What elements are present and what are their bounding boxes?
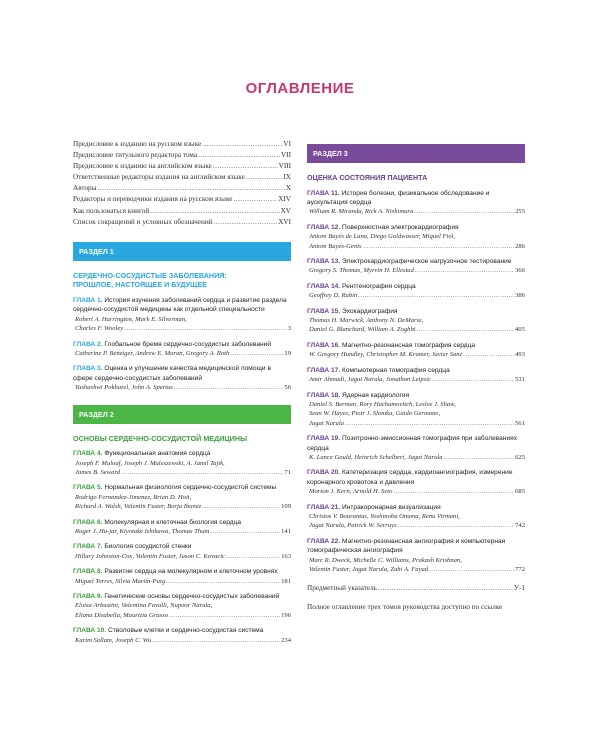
front-matter-item[interactable]	[73, 139, 291, 150]
chapter-authors-last	[307, 419, 525, 428]
chapter-authors: Christos V. Bourantas, Yoshinobu Onuma, Renu Virmani,	[309, 512, 460, 520]
chapter-authors-last	[73, 611, 291, 620]
leader-dots	[121, 468, 283, 477]
chapter-authors: Antoni Bayés-Genis	[309, 242, 362, 250]
chapter-authors-last	[73, 552, 291, 561]
chapter-title: Магнитно-резонансная ангиография и компьютерная томографическая ангиография	[307, 537, 506, 555]
chapter-authors-last	[73, 577, 291, 586]
chapter-page: 405	[515, 326, 525, 334]
chapter-number: ГЛАВА 13.	[307, 258, 341, 266]
chapter-entry[interactable]	[307, 434, 525, 462]
chapter-authors: Amir Ahmadi, Jagat Narula, Jonathon Leipsic	[309, 376, 432, 384]
chapter-number: ГЛАВА 16.	[307, 341, 341, 349]
chapter-number: ГЛАВА 15.	[307, 307, 341, 315]
leader-dots	[417, 325, 515, 334]
section-2	[73, 405, 291, 646]
chapter-entry[interactable]	[73, 364, 291, 392]
front-matter-page: VIII	[278, 162, 291, 171]
chapter-page: 493	[515, 351, 525, 359]
chapter-authors: Richard A. Walsh, Valentin Fuster, Borja Ibanez	[75, 503, 202, 511]
chapter-title-line	[307, 223, 525, 232]
chapter-entry[interactable]	[307, 391, 525, 429]
leader-dots	[124, 324, 287, 333]
chapter-authors: Morton J. Kern, Arnold H. Seto	[309, 488, 393, 496]
chapter-title: Биология сосудистой стенки	[104, 543, 192, 551]
leader-dots	[463, 350, 514, 359]
leader-dots	[233, 194, 277, 205]
chapter-title-line	[307, 434, 525, 453]
chapter-authors: Thomas H. Marwick, Anthony N. DeMaria,	[309, 317, 424, 325]
chapter-entry[interactable]	[73, 483, 291, 511]
chapter-title-line	[307, 307, 525, 316]
toc-right-column	[307, 144, 525, 612]
chapter-page: 163	[281, 552, 291, 560]
chapter-number: ГЛАВА 9.	[73, 593, 103, 601]
chapter-entry[interactable]	[307, 189, 525, 217]
leader-dots	[202, 139, 282, 150]
leader-dots	[363, 242, 515, 251]
chapter-title-line	[73, 518, 291, 527]
leader-dots	[150, 206, 279, 217]
chapter-page: 19	[284, 349, 291, 357]
subject-index-label: Предметный указатель	[307, 584, 377, 593]
chapter-number: ГЛАВА 18.	[307, 391, 341, 399]
front-matter-label: Ответственные редакторы издания на английском языке	[73, 173, 245, 182]
chapter-authors: Hillary Johnston-Cox, Valentin Fuster, Jason C. Kovacic	[75, 552, 225, 560]
front-matter-label: Как пользоваться книгой	[73, 206, 150, 215]
chapter-title-line	[307, 189, 525, 208]
chapter-title-line	[73, 567, 291, 576]
chapter-authors-last	[307, 242, 525, 251]
chapter-page: 181	[281, 577, 291, 585]
chapter-entry[interactable]	[73, 567, 291, 586]
chapter-number: ГЛАВА 3.	[73, 365, 103, 373]
front-matter-page: XIV	[278, 195, 291, 204]
chapter-authors-last	[307, 266, 525, 275]
section-heading-line: ОСНОВЫ СЕРДЕЧНО-СОСУДИСТОЙ МЕДИЦИНЫ	[73, 433, 248, 443]
subject-index-page: У-1	[513, 584, 525, 593]
front-matter-item[interactable]	[73, 183, 291, 194]
chapter-title: Глобальное бремя сердечно-сосудистых заболеваний	[104, 340, 272, 348]
chapter-number: ГЛАВА 12.	[307, 223, 341, 231]
chapter-entry[interactable]	[73, 626, 291, 645]
leader-dots	[398, 521, 514, 530]
chapter-title: Интракоронарная визуализация	[342, 503, 441, 511]
chapter-entry[interactable]	[73, 449, 291, 477]
section-heading	[73, 434, 291, 444]
chapter-title-line	[73, 483, 291, 492]
chapter-title-line	[307, 282, 525, 291]
leader-dots	[429, 565, 514, 574]
chapter-authors: Karim Sallam, Joseph C. Wu	[75, 636, 152, 644]
chapter-authors-last	[307, 453, 525, 462]
section-header-bar: РАЗДЕЛ 2	[73, 405, 291, 424]
leader-dots	[97, 183, 284, 194]
leader-dots	[378, 583, 513, 594]
section-heading	[73, 271, 291, 290]
front-matter-item[interactable]	[73, 206, 291, 217]
chapter-title-line	[307, 341, 525, 350]
front-matter-label: Редакторы и переводчики издания на русском языке	[73, 195, 233, 204]
chapter-authors-last	[73, 383, 291, 392]
leader-dots	[246, 172, 283, 183]
front-matter-label: Предисловие к изданию на английском языке	[73, 162, 212, 171]
chapter-entry[interactable]	[73, 296, 291, 334]
front-matter-list	[73, 139, 291, 228]
section-header-bar: РАЗДЕЛ 1	[73, 242, 291, 261]
front-matter-page: VII	[281, 151, 291, 160]
chapter-authors: Joseph F. Malouf, Joseph J. Maleszewski, A. Jamil Tajik,	[75, 459, 225, 467]
front-matter-item[interactable]	[73, 194, 291, 205]
leader-dots	[226, 552, 280, 561]
chapter-authors-last	[73, 502, 291, 511]
chapter-title: Развитие сердца на молекулярном и клеточном уровнях	[104, 568, 278, 576]
chapter-title: История болезни, физикальное обследование и аускультация сердца	[307, 189, 490, 206]
chapter-title: Магнитно-резонансная томография сердца	[342, 341, 476, 349]
chapter-title-line	[307, 366, 525, 375]
chapter-authors: Rodrigo Fernandez-Jimenez, Brian D. Hoit,	[75, 493, 192, 501]
chapter-title-line	[73, 542, 291, 551]
chapter-number: ГЛАВА 8.	[73, 568, 103, 576]
chapter-authors: Miguel Torres, Silvia Martín-Puig	[75, 577, 165, 585]
chapter-number: ГЛАВА 19.	[307, 435, 341, 443]
chapter-entry[interactable]	[307, 537, 525, 575]
section-1	[73, 242, 291, 393]
chapter-page: 286	[515, 242, 525, 250]
chapter-entry[interactable]	[307, 223, 525, 251]
chapter-title: Молекулярная и клеточная биология сердца	[104, 518, 242, 526]
leader-dots	[432, 375, 514, 384]
chapter-authors: Jagat Narula	[309, 419, 344, 427]
chapter-authors: Eloisa Arbustini, Valentina Favalli, Nupoor Narula,	[75, 602, 213, 610]
leader-dots	[174, 383, 283, 392]
chapter-page: 531	[515, 376, 525, 384]
chapter-title-line	[73, 626, 291, 635]
toc-left-column	[73, 139, 291, 645]
chapter-authors-last	[307, 565, 525, 574]
chapter-entry[interactable]	[307, 366, 525, 385]
chapter-entry[interactable]	[307, 503, 525, 531]
leader-dots	[198, 150, 280, 161]
chapter-authors-last	[307, 375, 525, 384]
section-heading-line: СЕРДЕЧНО-СОСУДИСТЫЕ ЗАБОЛЕВАНИЯ:	[73, 270, 227, 280]
chapter-title: Поверхностная электрокардиография	[342, 223, 459, 231]
leader-dots	[214, 217, 278, 228]
chapter-title-line	[307, 503, 525, 512]
chapter-authors-last	[73, 349, 291, 358]
page-title: ОГЛАВЛЕНИЕ	[245, 80, 355, 97]
chapter-page: 109	[281, 503, 291, 511]
chapter-authors-last	[307, 291, 525, 300]
chapter-number: ГЛАВА 4.	[73, 450, 103, 458]
chapter-authors-last	[73, 468, 291, 477]
front-matter-page: VI	[283, 140, 291, 148]
chapter-authors: Sean W. Hayes, Piotr J. Slomka, Guido Germano,	[309, 410, 441, 418]
leader-dots	[444, 453, 515, 462]
chapter-title: Стволовые клетки и сердечно-сосудистая система	[108, 627, 264, 635]
chapter-page: 196	[281, 611, 291, 619]
chapter-number: ГЛАВА 1.	[73, 296, 103, 304]
section-heading-line: ПРОШЛОЕ, НАСТОЯЩЕЕ И БУДУЩЕЕ	[73, 280, 207, 290]
chapter-authors: Jagat Narula, Patrick W. Serruys	[309, 522, 397, 530]
chapter-authors: Daniel G. Blanchard, William A. Zoghbi	[309, 326, 416, 334]
chapter-number: ГЛАВА 5.	[73, 484, 103, 492]
front-matter-label: Предисловие титульного редактора тома	[73, 151, 198, 160]
chapter-title: Генетические основы сердечно-сосудистых заболеваний	[104, 593, 280, 601]
chapter-title: Рентгенография сердца	[342, 282, 416, 290]
chapter-entry[interactable]	[307, 282, 525, 301]
chapter-number: ГЛАВА 20.	[307, 469, 341, 477]
chapter-title: Электрокардиографическое нагрузочное тестирование	[342, 258, 512, 266]
chapter-number: ГЛАВА 10.	[73, 627, 107, 635]
full-contents-note: Полное оглавление трех томов руководства доступно по ссылке	[307, 602, 503, 611]
chapter-page: 56	[284, 384, 291, 392]
chapter-title: Нормальная физиология сердечно-сосудистой системы	[104, 484, 277, 492]
chapter-page: 772	[515, 566, 525, 573]
chapter-page: 255	[515, 208, 525, 216]
chapter-number: ГЛАВА 6.	[73, 518, 103, 526]
chapter-authors: Robert A. Harrington, Mark E. Silverman,	[75, 315, 187, 323]
chapter-entry[interactable]	[73, 592, 291, 620]
chapter-authors: Daniel S. Berman, Rory Hachamovitch, Leslee J. Shaw,	[309, 400, 456, 408]
chapter-authors: Charles F. Wooley	[75, 325, 124, 333]
front-matter-item[interactable]	[73, 217, 291, 228]
leader-dots	[213, 161, 278, 172]
chapter-entry[interactable]	[307, 341, 525, 360]
section-heading	[307, 173, 525, 183]
chapter-entry[interactable]	[73, 340, 291, 359]
chapter-authors-last	[73, 324, 291, 333]
chapter-authors: K. Lance Gould, Heinrich Schelbert, Jagat Narula	[309, 453, 443, 461]
chapter-title-line	[307, 391, 525, 400]
chapter-entry[interactable]	[73, 518, 291, 537]
leader-dots	[415, 266, 514, 275]
chapter-authors: James B. Seward	[75, 469, 120, 476]
front-matter-label: Список сокращений и условных обозначений	[73, 217, 213, 226]
chapter-authors: Gregory S. Thomas, Myrvin H. Ellestad	[309, 267, 414, 275]
chapter-title: Оценка и улучшение качества медицинской помощи в сфере сердечно-сосудистых заболеваний	[73, 365, 271, 382]
chapter-title: Компьютерная томография сердца	[342, 366, 450, 374]
front-matter-page: XV	[280, 206, 291, 215]
chapter-number: ГЛАВА 11.	[307, 189, 340, 197]
chapter-page: 625	[515, 453, 525, 461]
front-matter-item[interactable]	[73, 172, 291, 183]
chapter-authors: Yashashwi Pokharel, John A. Spertus	[75, 384, 173, 392]
chapter-authors: Valentin Fuster, Jagat Narula, Zahi A. Fayad	[309, 566, 429, 573]
chapter-authors-last	[307, 325, 525, 334]
chapter-page: 685	[515, 488, 525, 496]
front-matter-item[interactable]	[73, 161, 291, 172]
chapter-entry[interactable]	[73, 542, 291, 561]
chapter-page: 366	[515, 267, 525, 275]
front-matter-page: XVI	[278, 217, 291, 226]
chapter-authors-last	[73, 527, 291, 536]
chapter-title: История изучения заболеваний сердца и развитие раздела сердечно-сосудистой медицины как отдельной специальности	[73, 296, 287, 314]
subject-index-entry[interactable]	[307, 583, 525, 594]
chapter-authors-last	[73, 636, 291, 645]
leader-dots	[345, 419, 514, 428]
chapter-page: 234	[281, 636, 291, 644]
chapter-page: 141	[281, 528, 291, 536]
leader-dots	[152, 636, 280, 645]
chapter-title: Эхокардиография	[342, 307, 398, 315]
leader-dots	[230, 349, 283, 358]
chapter-title: Позитронно-эмиссионная томография при заболеваниях сердца	[307, 435, 518, 452]
chapter-authors-last	[307, 521, 525, 530]
chapter-number: ГЛАВА 17.	[307, 366, 341, 374]
chapter-authors: Eliana Disabella, Maurizia Grasso	[75, 611, 169, 619]
section-header-bar: РАЗДЕЛ 3	[307, 144, 525, 163]
chapter-number: ГЛАВА 22.	[307, 537, 341, 545]
chapter-page: 561	[515, 419, 525, 427]
chapter-title-line	[73, 449, 291, 458]
chapter-page: 3	[287, 325, 291, 333]
chapter-page: 386	[515, 292, 525, 300]
chapter-authors: W. Gregory Hundley, Christopher M. Kramer, Javier Sanz	[309, 351, 463, 359]
front-matter-label: Авторы	[73, 184, 97, 193]
chapter-authors: Catherine P. Benziger, Andrew E. Moran, Gregory A. Roth	[75, 349, 230, 357]
chapter-title-line	[73, 592, 291, 601]
chapter-page: 71	[284, 469, 291, 476]
chapter-title-line	[307, 537, 525, 556]
chapter-number: ГЛАВА 7.	[73, 543, 103, 551]
chapter-entry[interactable]	[307, 307, 525, 335]
chapter-number: ГЛАВА 14.	[307, 282, 341, 290]
chapter-entry[interactable]	[307, 468, 525, 496]
leader-dots	[358, 291, 514, 300]
front-matter-item[interactable]	[73, 150, 291, 161]
front-matter-label: Предисловие к изданию на русском языке	[73, 140, 202, 148]
leader-dots	[393, 487, 514, 496]
chapter-entry[interactable]	[307, 257, 525, 276]
leader-dots	[166, 577, 280, 586]
chapter-authors-last	[307, 487, 525, 496]
section-heading-line: ОЦЕНКА СОСТОЯНИЯ ПАЦИЕНТА	[307, 173, 428, 182]
section-3	[307, 144, 525, 574]
front-matter-page: X	[285, 184, 291, 193]
chapter-title: Ядерная кардиология	[342, 391, 410, 399]
chapter-authors: Roger J. Hu-jar, Kiyotake Ishikawa, Thomas Thum	[75, 528, 210, 536]
chapter-title: Функциональная анатомия сердца	[104, 450, 211, 458]
chapter-title-line	[73, 364, 291, 383]
chapter-title-line	[73, 340, 291, 349]
chapter-number: ГЛАВА 21.	[307, 503, 341, 511]
leader-dots	[210, 527, 280, 536]
chapter-title: Катетеризация сердца, кардиоангиография, измерение коронарного кровотока и давления	[307, 469, 513, 486]
chapter-page: 742	[515, 522, 525, 530]
chapter-title-line	[307, 257, 525, 266]
front-matter-page: IX	[283, 173, 291, 182]
chapter-authors: William R. Miranda, Rick A. Nishimura	[309, 208, 414, 216]
chapter-number: ГЛАВА 2.	[73, 340, 103, 348]
leader-dots	[169, 611, 280, 620]
leader-dots	[414, 207, 514, 216]
chapter-title-line	[307, 468, 525, 487]
chapter-authors-last	[307, 207, 525, 216]
chapter-authors: Geoffrey D. Rubin	[309, 292, 358, 300]
chapter-title-line	[73, 296, 291, 315]
chapter-authors: Antoni Bayés de Luna, Diego Goldwasser, Miquel Fiol,	[309, 233, 456, 241]
leader-dots	[202, 502, 280, 511]
chapter-authors-last	[307, 350, 525, 359]
chapter-authors: Marc R. Dweck, Michelle C. Williams, Prakash Krishnan,	[309, 556, 462, 564]
